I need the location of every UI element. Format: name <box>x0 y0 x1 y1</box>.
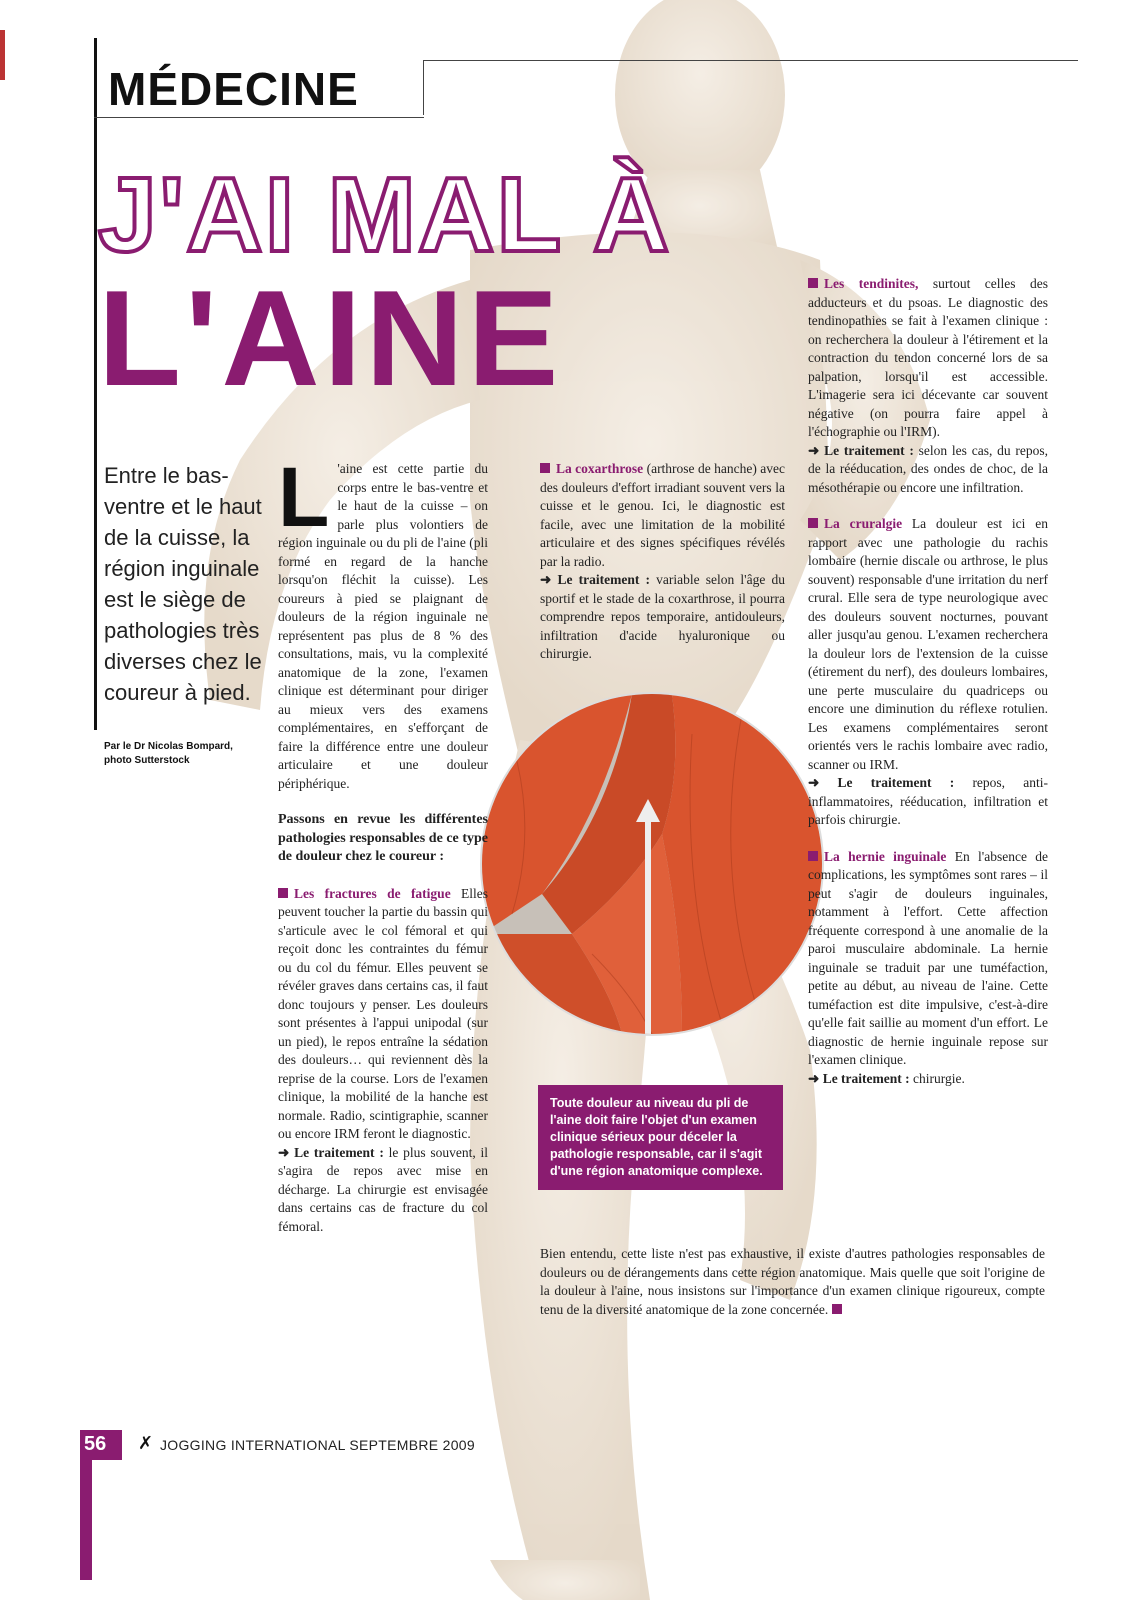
treatment-text: chirurgie. <box>913 1070 965 1086</box>
runner-icon: ✗ <box>138 1433 154 1454</box>
treatment-hernie <box>808 1070 1048 1089</box>
header-rule-divider <box>423 60 424 115</box>
column-1 <box>278 450 489 1236</box>
bullet-square-icon <box>808 278 818 288</box>
bullet-square-icon <box>808 518 818 528</box>
bullet-square-icon <box>540 463 550 473</box>
outro-paragraph <box>540 1245 1045 1319</box>
treatment-fractures <box>278 1144 488 1237</box>
treatment-text: selon les cas, du repos, de la rééducation, des ondes de choc, de la mésothérapie ou encore une infiltration. <box>808 442 1048 495</box>
body-fractures: Elles peuvent toucher la partie du bassin qui s'articule avec le col fémoral et qui reçoit donc les contraintes du fémur ou du col du fémur. Elles peuvent se révéler graves dans certains cas, il faut donc toujours y penser. Les douleurs sont présentes à l'appui unipodal (sur un pied), le repos entraîne la sédation des douleurs… qui reviennent dès la reprise de la course. Lors de l'examen clinique, la mobilité de la hanche est normale. Radio, scintigraphie, scanner ou encore IRM feront le diagnostic. <box>278 885 489 1141</box>
header-rule-vertical <box>94 38 97 730</box>
section-hernie <box>808 848 1048 1070</box>
arrow-icon: ➜ <box>540 572 552 587</box>
heading-tendinites: Les tendinites, <box>824 276 919 291</box>
arrow-icon: ➜ <box>808 1070 820 1086</box>
section-coxarthrose <box>540 460 785 571</box>
heading-fractures: Les fractures de fatigue <box>294 885 451 901</box>
groin-muscle-closeup-image <box>480 692 824 1036</box>
treatment-cruralgie <box>808 774 1048 830</box>
footer-publication: JOGGING INTERNATIONAL SEPTEMBRE 2009 <box>160 1437 475 1453</box>
treatment-label: Le traitement : <box>824 442 914 458</box>
page-edge-mark <box>0 30 5 80</box>
heading-cruralgie: La cruralgie <box>824 516 903 531</box>
header-rule-top <box>423 60 1078 61</box>
heading-hernie: La hernie inguinale <box>824 848 947 864</box>
arrow-icon: ➜ <box>808 775 820 790</box>
outro-text: Bien entendu, cette liste n'est pas exhaustive, il existe d'autres pathologies responsables de douleurs ou de dérangements dans cette région anatomique. Mais quelle que soit l'origine de la douleur à l'aine, nous insistons sur l'importance d'un examen clinique rigoureux, compte tenu de la diversité anatomique de la zone concernée. <box>540 1246 1045 1317</box>
bullet-square-icon <box>808 851 818 861</box>
column-2 <box>540 460 785 664</box>
treatment-label: Le traitement : <box>822 1070 910 1086</box>
section-cruralgie <box>808 515 1048 774</box>
arrow-icon: ➜ <box>278 1144 290 1160</box>
section-fractures <box>278 885 488 1144</box>
end-square-icon <box>832 1304 842 1314</box>
treatment-text: variable selon l'âge du sportif et le stade de la coxarthrose, il pourra comprendre repos temporaire, antidouleurs, infiltration d'acide hyaluronique ou chirurgie. <box>540 572 786 661</box>
treatment-text: le plus souvent, il s'agira de repos avec mise en décharge. La chirurgie est envisagée dans certains cas de fracture du col fémoral. <box>278 1144 489 1234</box>
column-3 <box>808 275 1048 1088</box>
treatment-label: Le traitement : <box>837 775 955 790</box>
heading-coxarthrose: La coxarthrose <box>556 461 644 476</box>
section-tendinites <box>808 275 1048 442</box>
byline-photo: photo Sutterstock <box>104 755 190 766</box>
section-label: MÉDECINE <box>108 63 359 115</box>
body-cruralgie: La douleur est ici en rapport avec une pathologie du rachis lombaire (hernie discale ou arthrose, le plus souvent) responsable d'une irritation du nerf crural. Elle sera de type neurologique avec des douleurs souvent nocturnes, pouvant aller jusqu'au genou. L'examen recherchera la douleur lors de l'extension de la cuisse (étirement du nerf), des douleurs lombaires, une perte musculaire du quadriceps ou encore une diminution du réflexe rotulien. Les examens complémentaires seront orientés vers le rachis lombaire avec radio, scanner ou IRM. <box>808 516 1048 772</box>
byline <box>104 740 294 768</box>
treatment-coxarthrose <box>540 571 785 664</box>
pathologies-intro: Passons en revue les différentes pathologies responsables de ce type de douleur chez le coureur : <box>278 812 488 864</box>
treatment-label: Le traitement : <box>294 1144 384 1160</box>
treatment-text: repos, anti-inflammatoires, rééducation, infiltration et parfois chirurgie. <box>808 775 1049 827</box>
body-tendinites: surtout celles des adducteurs et du psoas. Le diagnostic des tendinopathies se fait à l'examen clinique : on recherchera la douleur à l'étirement et la contraction du tendon concerné lors de sa palpation, lorsqu'il est accessible. L'imagerie sera ici décevante car souvent négative (on pourra faire appel à l'échographie ou l'IRM). <box>808 276 1048 439</box>
drop-cap: L <box>278 450 330 544</box>
header-rule-under <box>94 117 424 118</box>
intro-paragraph <box>278 450 488 793</box>
page-number: 56 <box>84 1433 107 1455</box>
body-coxarthrose: (arthrose de hanche) avec des douleurs d'effort irradiant souvent vers la cuisse et le genou. Ici, le diagnostic est facile, avec une limitation de la mobilité articulaire et des signes spécifiques révélés par la radio. <box>540 461 785 569</box>
intro-text: 'aine est cette partie du corps entre le bas-ventre et le haut de la cuisse – on parle plus volontiers de région inguinale ou du pli de l'aine (pli formé en regard de la hanche lorsqu'on fléchit la cuisse). Les coureurs à pied se plaignant de douleurs de la région inguinale ne représentent pas plus de 8 % des consultations, mais, vu la complexité anatomique de la zone, l'examen clinique est déterminant pour diriger au mieux vers des examens complémentaires, en s'efforçant de faire la différence entre une douleur articulaire et une douleur périphérique. <box>278 461 488 791</box>
bullet-square-icon <box>278 888 288 898</box>
byline-author: Par le Dr Nicolas Bompard, <box>104 741 233 752</box>
callout-box: Toute douleur au niveau du pli de l'aine doit faire l'objet d'un examen clinique sérieux pour déceler la pathologie responsable, car il s'agit d'une région anatomique complexe. <box>538 1085 783 1190</box>
treatment-tendinites <box>808 442 1048 498</box>
title-line-2: L'AINE <box>98 262 563 414</box>
title-line-1: J'AI MAL À <box>98 156 672 274</box>
arrow-icon: ➜ <box>808 442 820 458</box>
body-hernie: En l'absence de complications, les symptômes sont rares – il peut s'agir de douleurs inguinales, notamment à l'effort. Cette affection fréquente correspond à une anomalie de la paroi musculaire abdominale. La hernie inguinale se traduit par une tuméfaction, petite au début, au niveau de l'aine. Cette tuméfaction est dite impulsive, c'est-à-dire qu'elle fait saillie au moment d'un effort. Le diagnostic de hernie inguinale repose sur l'examen clinique. <box>808 848 1049 1067</box>
treatment-label: Le traitement : <box>557 572 650 587</box>
lead-paragraph: Entre le bas-ventre et le haut de la cuisse, la région inguinale est le siège de pathologies très diverses chez le coureur à pied. <box>104 463 262 705</box>
footer-edge-bar <box>80 1460 92 1580</box>
